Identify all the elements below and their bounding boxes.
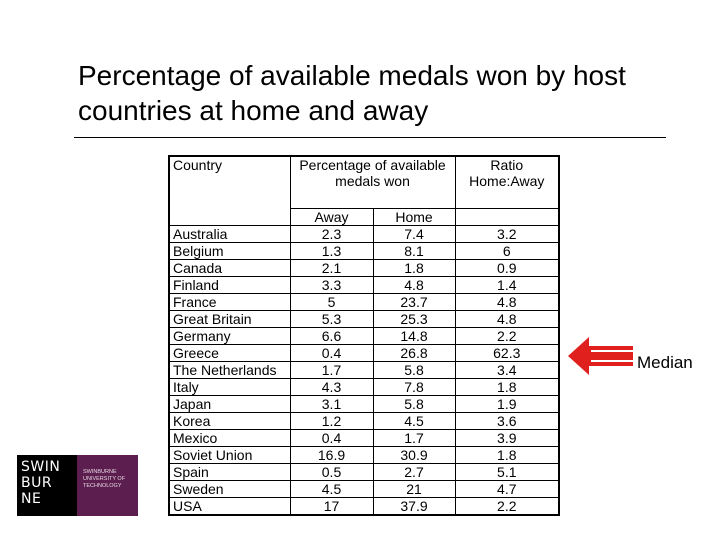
- country-cell: The Netherlands: [169, 362, 290, 379]
- ratio-cell: 2.2: [455, 498, 559, 516]
- ratio-subheader-empty: [455, 209, 559, 226]
- country-cell: Soviet Union: [169, 447, 290, 464]
- ratio-cell: 3.2: [455, 226, 559, 243]
- country-cell: Germany: [169, 328, 290, 345]
- home-cell: 14.8: [373, 328, 455, 345]
- ratio-cell: 0.9: [455, 260, 559, 277]
- away-cell: 3.1: [290, 396, 373, 413]
- home-cell: 7.8: [373, 379, 455, 396]
- table-row: [169, 396, 559, 413]
- table-row: [169, 328, 559, 345]
- away-cell: 1.3: [290, 243, 373, 260]
- country-cell: USA: [169, 498, 290, 516]
- table-row: [169, 498, 559, 516]
- country-cell: France: [169, 294, 290, 311]
- slide-title: Percentage of available medals won by host countries at home and away: [78, 60, 626, 126]
- ratio-cell: 4.8: [455, 294, 559, 311]
- ratio-cell: 1.9: [455, 396, 559, 413]
- ratio-cell: 62.3: [455, 345, 559, 362]
- home-header: Home: [373, 209, 455, 226]
- away-cell: 16.9: [290, 447, 373, 464]
- medals-table: [168, 155, 560, 516]
- away-cell: 0.4: [290, 345, 373, 362]
- university-logo: [17, 455, 138, 516]
- home-cell: 5.8: [373, 396, 455, 413]
- table-row: [169, 379, 559, 396]
- logo-small-line3: TECHNOLOGY: [83, 483, 122, 489]
- table-row: [169, 362, 559, 379]
- home-cell: 5.8: [373, 362, 455, 379]
- country-header: Country: [169, 156, 290, 226]
- country-cell: Greece: [169, 345, 290, 362]
- table-row: [169, 260, 559, 277]
- table-row: [169, 430, 559, 447]
- country-cell: Sweden: [169, 481, 290, 498]
- logo-line1: SWIN: [21, 459, 61, 475]
- left-arrow-icon: [565, 333, 635, 379]
- away-cell: 3.3: [290, 277, 373, 294]
- home-cell: 23.7: [373, 294, 455, 311]
- median-label: Median: [637, 353, 693, 372]
- home-cell: 2.7: [373, 464, 455, 481]
- country-cell: Italy: [169, 379, 290, 396]
- logo-small-line2: UNIVERSITY OF: [83, 476, 126, 482]
- logo-line2: BUR: [21, 475, 53, 491]
- home-cell: 21: [373, 481, 455, 498]
- away-cell: 1.2: [290, 413, 373, 430]
- table-row: [169, 413, 559, 430]
- country-cell: Belgium: [169, 243, 290, 260]
- table-row: [169, 226, 559, 243]
- logo-subtext: [77, 455, 138, 516]
- country-cell: Canada: [169, 260, 290, 277]
- ratio-cell: 4.7: [455, 481, 559, 498]
- away-cell: 5.3: [290, 311, 373, 328]
- table-row: [169, 345, 559, 362]
- home-cell: 25.3: [373, 311, 455, 328]
- ratio-cell: 5.1: [455, 464, 559, 481]
- away-header: Away: [290, 209, 373, 226]
- home-cell: 4.5: [373, 413, 455, 430]
- ratio-cell: 1.4: [455, 277, 559, 294]
- ratio-cell: 3.9: [455, 430, 559, 447]
- home-cell: 37.9: [373, 498, 455, 516]
- home-cell: 8.1: [373, 243, 455, 260]
- logo-line3: NE: [21, 491, 42, 507]
- home-cell: 1.8: [373, 260, 455, 277]
- table-row: [169, 464, 559, 481]
- ratio-cell: 3.4: [455, 362, 559, 379]
- ratio-cell: 1.8: [455, 379, 559, 396]
- away-cell: 1.7: [290, 362, 373, 379]
- country-cell: Mexico: [169, 430, 290, 447]
- table-row: [169, 311, 559, 328]
- ratio-header: Ratio Home:Away: [455, 156, 559, 209]
- logo-small-line1: SWINBURNE: [83, 469, 117, 475]
- country-cell: Korea: [169, 413, 290, 430]
- table-row: [169, 447, 559, 464]
- ratio-cell: 6: [455, 243, 559, 260]
- away-cell: 0.4: [290, 430, 373, 447]
- away-cell: 4.3: [290, 379, 373, 396]
- ratio-cell: 4.8: [455, 311, 559, 328]
- home-cell: 1.7: [373, 430, 455, 447]
- away-cell: 2.3: [290, 226, 373, 243]
- country-cell: Great Britain: [169, 311, 290, 328]
- home-cell: 26.8: [373, 345, 455, 362]
- table-row: [169, 481, 559, 498]
- away-cell: 2.1: [290, 260, 373, 277]
- title-divider: [74, 137, 666, 138]
- away-cell: 17: [290, 498, 373, 516]
- ratio-cell: 3.6: [455, 413, 559, 430]
- away-cell: 4.5: [290, 481, 373, 498]
- table-row: [169, 277, 559, 294]
- home-cell: 4.8: [373, 277, 455, 294]
- percentage-header: Percentage of available medals won: [290, 156, 455, 209]
- country-cell: Australia: [169, 226, 290, 243]
- away-cell: 5: [290, 294, 373, 311]
- country-cell: Japan: [169, 396, 290, 413]
- home-cell: 30.9: [373, 447, 455, 464]
- away-cell: 6.6: [290, 328, 373, 345]
- ratio-cell: 1.8: [455, 447, 559, 464]
- ratio-cell: 2.2: [455, 328, 559, 345]
- country-cell: Spain: [169, 464, 290, 481]
- logo-wordmark: [17, 455, 77, 516]
- country-cell: Finland: [169, 277, 290, 294]
- table-row: [169, 243, 559, 260]
- home-cell: 7.4: [373, 226, 455, 243]
- away-cell: 0.5: [290, 464, 373, 481]
- table-row: [169, 294, 559, 311]
